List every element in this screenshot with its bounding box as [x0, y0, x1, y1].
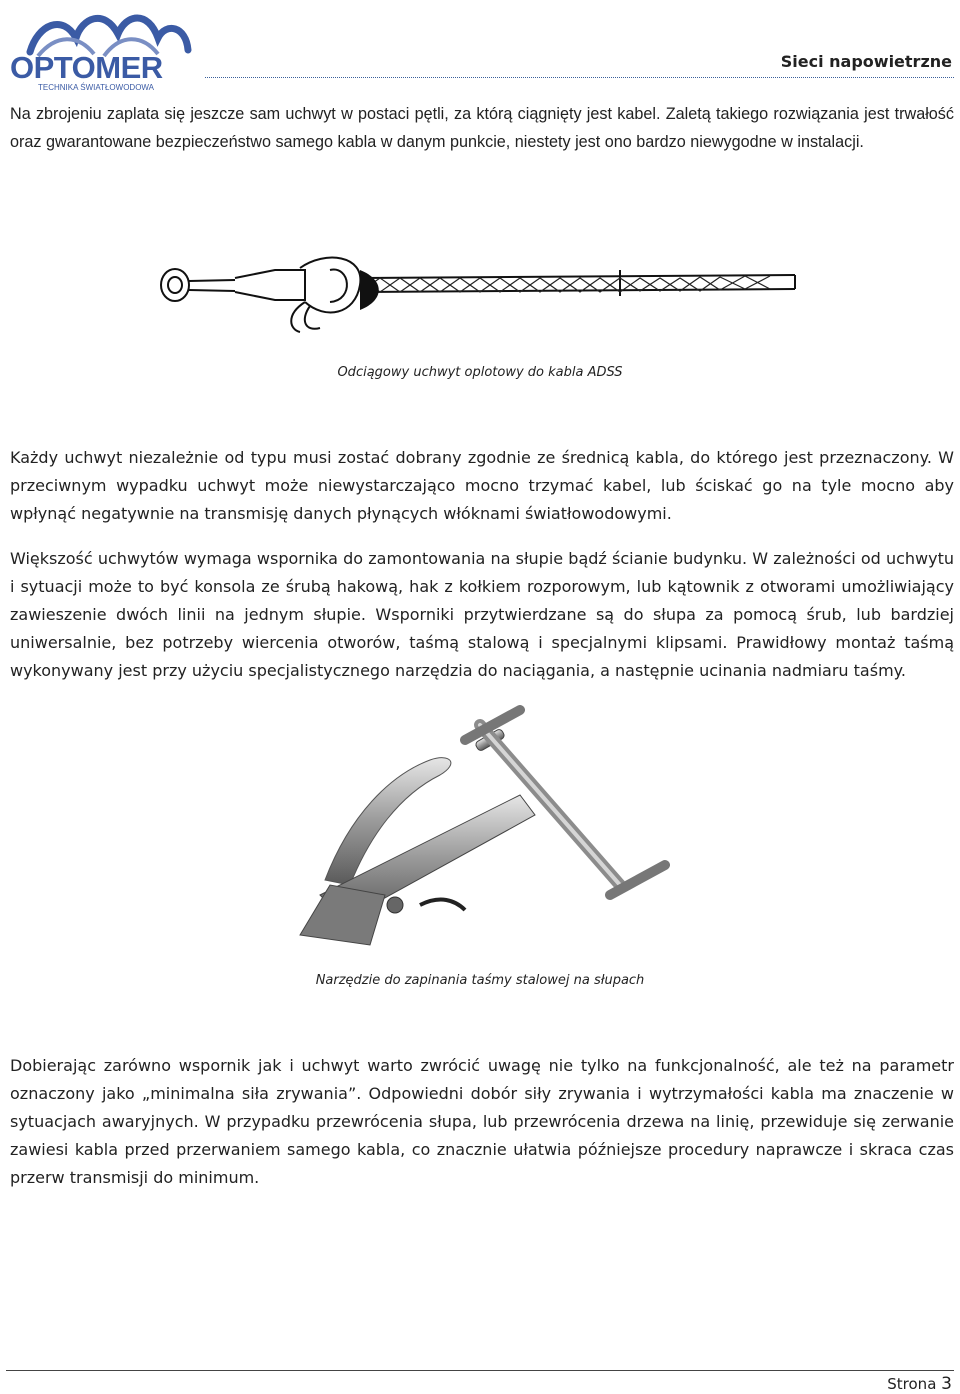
logo-text: OPTOMER — [10, 50, 163, 85]
page-header — [0, 0, 960, 92]
paragraph-brackets: Większość uchwytów wymaga wspornika do zamontowania na słupie bądź ścianie budynku. W zależności od uchwytu i sytuacji może to być konsola ze śrubą hakową, hak z kołkiem rozporowym, lub kątownik z otworami umożliwiający zawieszenie dwóch linii na jednym słupie. Wsporniki przytwierdzane są do słupa za pomocą śrub, lub bardziej uniwersalnie, bez potrzeby wiercenia otworów, taśmą stalową i specjalnymi klipsami. Prawidłowy montaż taśmą wykonywany jest przy użyciu specjalistycznego narzędzia do naciągania, a następnie ucinania nadmiaru taśmy. — [10, 549, 954, 680]
section-title: Sieci napowietrzne — [780, 52, 952, 71]
paragraph-breaking-force: Dobierając zarówno wspornik jak i uchwyt warto zwrócić uwagę nie tylko na funkcjonalność, ale też na parametr oznaczony jako „minimalna siła zrywania”. Odpowiedni dobór siły zrywania i wytrzymałości kabla ma znaczenie w sytuacjach awaryjnych. W przypadku przewrócenia słupa, lub przewrócenia drzewa na linię, przewiduje się zerwanie zawiesi kabla przed przerwaniem samego kabla, co znacznie ułatwia późniejsze procedury naprawcze i skraca czas przerw transmisji do minimum. — [10, 1056, 954, 1187]
logo-subtitle: TECHNIKA ŚWIATŁOWODOWA — [38, 83, 155, 92]
optomer-logo — [8, 4, 203, 92]
figure-caption-grip: Odciągowy uchwyt oplotowy do kabla ADSS — [337, 365, 623, 380]
paragraph-intro: Na zbrojeniu zaplata się jeszcze sam uchwyt w postaci pętli, za którą ciągnięty jest kabel. Zaletą takiego rozwiązania jest trwałość oraz gwarantowane bezpieczeństwo samego kabla w danym punkcie, niestety jest ono bardzo niewygodne w instalacji. — [10, 105, 954, 151]
paragraph-diameter: Każdy uchwyt niezależnie od typu musi zostać dobrany zgodnie ze średnicą kabla, do którego jest przeznaczony. W przeciwnym wypadku uchwyt może niewystarczająco mocno trzymać kabel, lub ściskać go na tyle mocno aby wpłynąć negatywnie na transmisję danych płynących włóknami światłowodowymi. — [10, 448, 954, 523]
cable-grip-drawing — [155, 240, 800, 340]
footer-divider — [6, 1370, 954, 1371]
page-footer — [887, 1374, 952, 1394]
page-label: Strona — [887, 1375, 937, 1393]
header-divider — [205, 77, 954, 78]
figure-caption-tool: Narzędzie do zapinania taśmy stalowej na słupach — [315, 973, 645, 988]
banding-tool-photo — [290, 705, 675, 950]
page-number: 3 — [941, 1374, 952, 1394]
